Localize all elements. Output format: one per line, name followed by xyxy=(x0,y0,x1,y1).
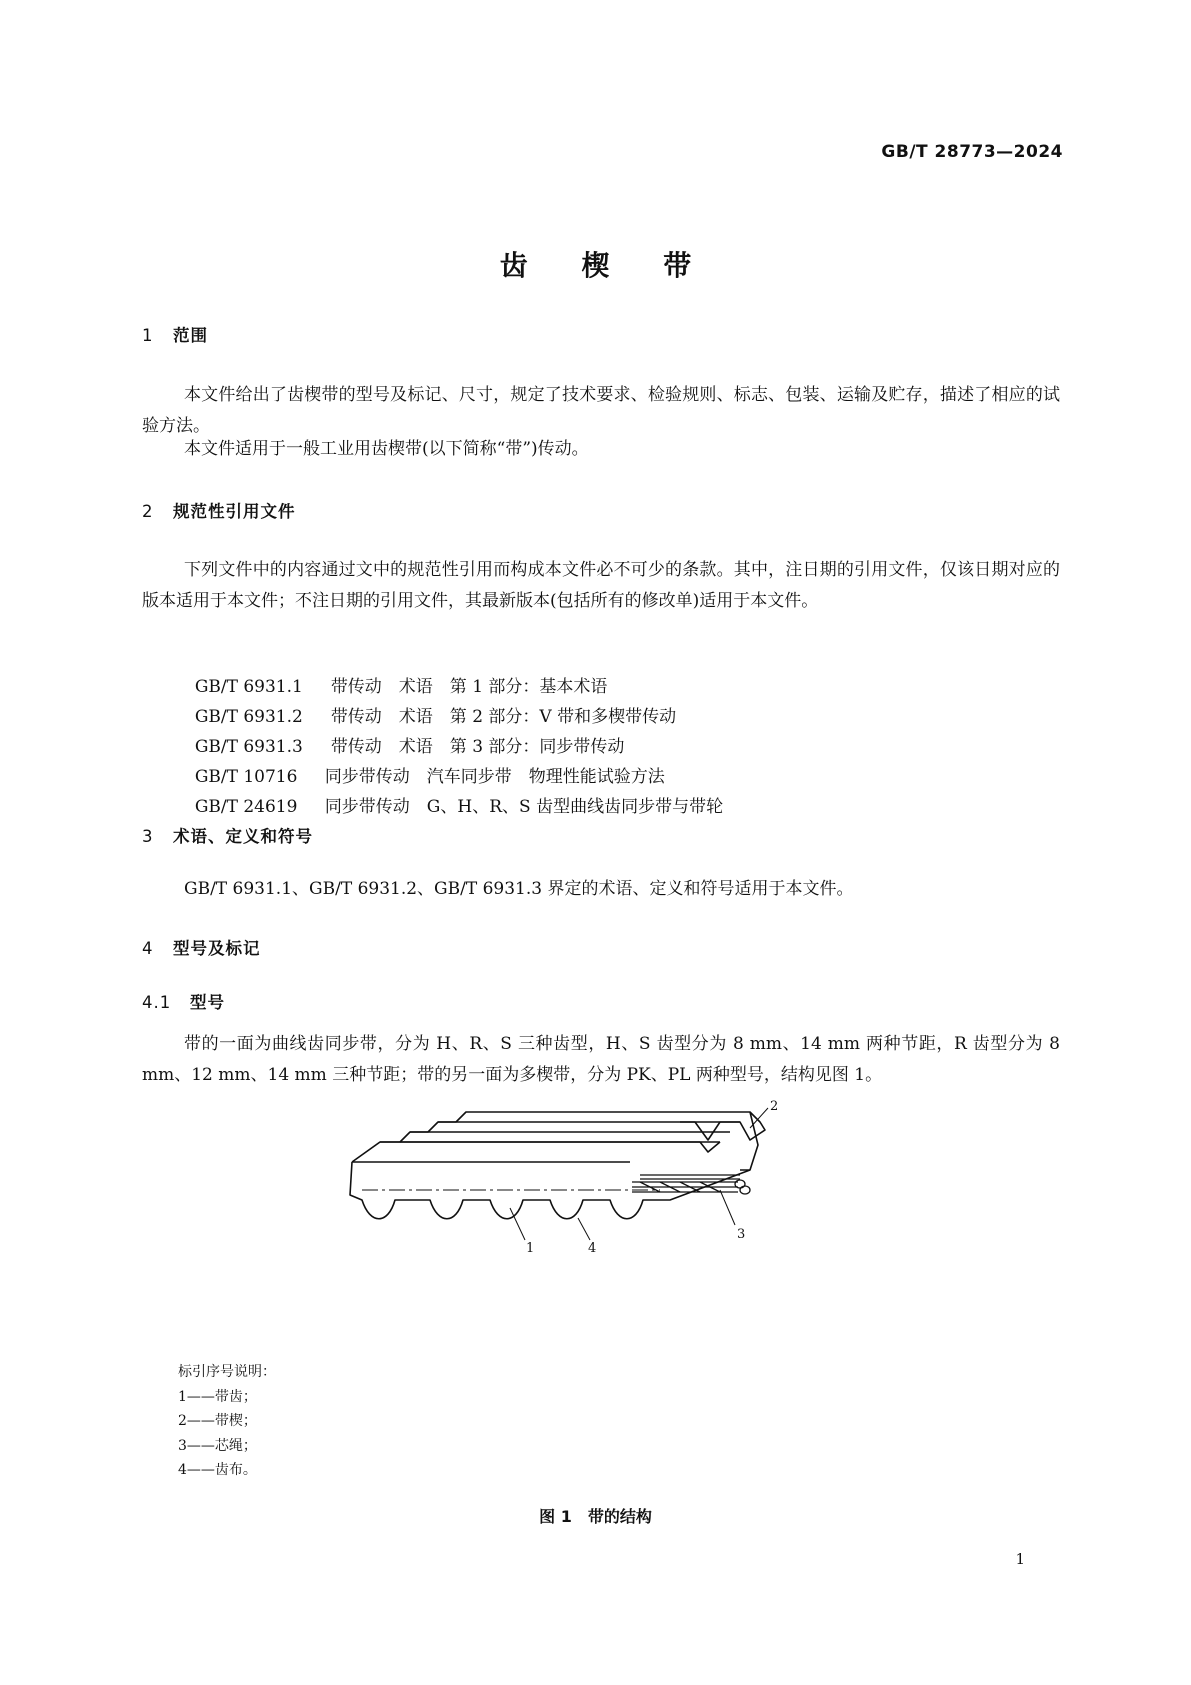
callout-3: 3 xyxy=(737,1227,746,1242)
callout-2: 2 xyxy=(770,1100,779,1114)
callout-4: 4 xyxy=(588,1241,597,1256)
belt-wedges xyxy=(352,1112,765,1162)
section-3-heading xyxy=(142,823,313,847)
section-number: 1 xyxy=(142,326,154,345)
section-1-heading xyxy=(142,322,208,346)
section-3-paragraph: GB/T 6931.1、GB/T 6931.2、GB/T 6931.3 界定的术语、定义和符号适用于本文件。 xyxy=(184,879,854,899)
figure-number: 图 1 xyxy=(539,1507,572,1526)
figure-legend xyxy=(178,1360,276,1483)
reference-code: GB/T 6931.3 xyxy=(194,737,303,757)
section-1-paragraph-1: 本文件给出了齿楔带的型号及标记、尺寸，规定了技术要求、检验规则、标志、包装、运输及贮存，描述了相应的试验方法。 xyxy=(142,385,1060,436)
subsection-title: 型号 xyxy=(190,993,225,1012)
callout-1: 1 xyxy=(526,1241,535,1256)
section-number: 4 xyxy=(142,939,154,958)
standard-code: GB/T 28773—2024 xyxy=(881,142,1063,162)
subsection-number: 4.1 xyxy=(142,993,172,1012)
section-2-heading xyxy=(142,498,296,522)
reference-code: GB/T 6931.1 xyxy=(194,677,303,697)
reference-code: GB/T 10716 xyxy=(194,767,298,787)
belt-cords xyxy=(632,1175,750,1194)
section-number: 3 xyxy=(142,827,154,846)
figure-title: 带的结构 xyxy=(587,1507,652,1526)
reference-item xyxy=(184,761,723,823)
subsection-4-1-heading xyxy=(142,989,225,1013)
reference-title: 带传动 术语 第 3 部分：同步带传动 xyxy=(330,737,625,757)
legend-item: 1——带齿； xyxy=(178,1388,257,1405)
legend-item: 4——齿布。 xyxy=(178,1462,257,1478)
reference-title: 同步带传动 G、H、R、S 齿型曲线齿同步带与带轮 xyxy=(324,797,724,817)
belt-structure-figure xyxy=(340,1100,830,1270)
section-1-paragraph-2: 本文件适用于一般工业用齿楔带(以下简称“带”)传动。 xyxy=(184,439,589,459)
document-title: 齿 楔 带 xyxy=(499,249,714,282)
figure-caption xyxy=(0,1504,1191,1527)
section-title: 型号及标记 xyxy=(173,939,261,958)
section-2-intro: 下列文件中的内容通过文中的规范性引用而构成本文件必不可少的条款。其中，注日期的引用文件，仅该日期对应的版本适用于本文件；不注日期的引用文件，其最新版本(包括所有的修改单)适用于本文件。 xyxy=(142,560,1060,611)
reference-title: 同步带传动 汽车同步带 物理性能试验方法 xyxy=(324,767,665,787)
page-number: 1 xyxy=(1015,1550,1025,1568)
section-title: 术语、定义和符号 xyxy=(173,827,313,846)
legend-title: 标引序号说明： xyxy=(178,1364,276,1380)
section-title: 范围 xyxy=(173,326,208,345)
reference-title: 带传动 术语 第 1 部分：基本术语 xyxy=(330,677,608,697)
legend-item: 2——带楔； xyxy=(178,1413,257,1429)
section-number: 2 xyxy=(142,502,154,521)
reference-title: 带传动 术语 第 2 部分：V 带和多楔带传动 xyxy=(330,707,677,727)
reference-code: GB/T 24619 xyxy=(194,797,298,817)
reference-code: GB/T 6931.2 xyxy=(194,707,303,727)
section-4-heading xyxy=(142,935,261,959)
section-title: 规范性引用文件 xyxy=(173,502,296,521)
subsection-4-1-paragraph: 带的一面为曲线齿同步带，分为 H、R、S 三种齿型，H、S 齿型分为 8 mm、14 mm 两种节距，R 齿型分为 8 mm、12 mm、14 mm 三种节距；带的另一面为多楔带，分为 PK、PL 两种型号，结构见图 1。 xyxy=(142,1034,1060,1085)
legend-item: 3——芯绳； xyxy=(178,1437,257,1454)
